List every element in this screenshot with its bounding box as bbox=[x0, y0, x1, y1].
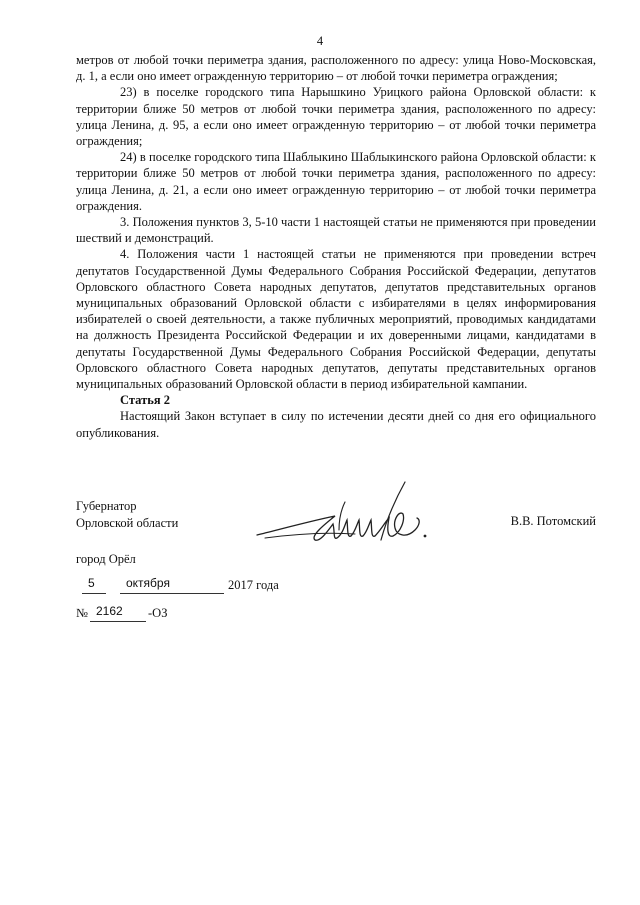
article-2-title: Статья 2 bbox=[120, 393, 170, 408]
paragraph-part-4: 4. Положения части 1 настоящей статьи не применяются при проведении встреч депутатов Государственной Думы Федерального Собрания Российской Федерации, депутатов Орловского областного Совета народных депутатов, депутатов представительных органов муниципальных образований Орловской области с избирателями в целях информирования избирателей о своей деятельности, а также публичных мероприятий, проводимых кандидатами на должность Президента Российской Федерации и их доверенными лицами, кандидатами в депутаты Государственной Думы Федерального Собрания Российской Федерации, депутаты Орловского областного Совета народных депутатов, депутаты представительных органов муниципальных образований Орловской области в период избирательной кампании. bbox=[76, 247, 596, 392]
date-day: 5 bbox=[88, 576, 95, 590]
handwritten-signature-icon bbox=[255, 480, 455, 560]
governor-name: В.В. Потомский bbox=[510, 514, 596, 528]
date-year: 2017 года bbox=[228, 578, 279, 592]
governor-title bbox=[76, 498, 178, 531]
number-suffix: -ОЗ bbox=[148, 606, 168, 620]
number-value: 2162 bbox=[96, 604, 123, 618]
paragraph-item-23: 23) в поселке городского типа Нарышкино Урицкого района Орловской области: к территории ближе 50 метров от любой точки периметра здания, расположенного по адресу: улица Ленина, д. 95, а если оно имеет огражденную территорию – от любой точки периметра ограждения; bbox=[76, 85, 596, 149]
paragraph-continuation: метров от любой точки периметра здания, расположенного по адресу: улица Ново-Московская, д. 1, а если оно имеет огражденную территорию – от любой точки периметра ограждения; bbox=[76, 53, 596, 84]
number-sign: № bbox=[76, 606, 88, 620]
law-text bbox=[76, 52, 596, 441]
signing-date bbox=[76, 578, 336, 598]
date-month: октября bbox=[126, 576, 170, 590]
signature-block bbox=[0, 480, 640, 660]
paragraph-part-3: 3. Положения пунктов 3, 5-10 части 1 настоящей статьи не применяются при проведении шествий и демонстраций. bbox=[76, 215, 596, 246]
city-name: город Орёл bbox=[76, 552, 136, 566]
governor-position-line1: Губернатор bbox=[76, 499, 137, 513]
article-2-text: Настоящий Закон вступает в силу по истечении десяти дней со дня его официального опубликования. bbox=[76, 409, 596, 440]
governor-position-line2: Орловской области bbox=[76, 515, 179, 530]
page-number: 4 bbox=[316, 34, 324, 48]
law-number bbox=[76, 606, 276, 626]
paragraph-item-24: 24) в поселке городского типа Шаблыкино Шаблыкинского района Орловской области: к территории ближе 50 метров от любой точки периметра здания, расположенного по адресу: улица Ленина, д. 21, а если оно имеет огражденную территорию – от любой точки периметра ограждения. bbox=[76, 150, 596, 213]
